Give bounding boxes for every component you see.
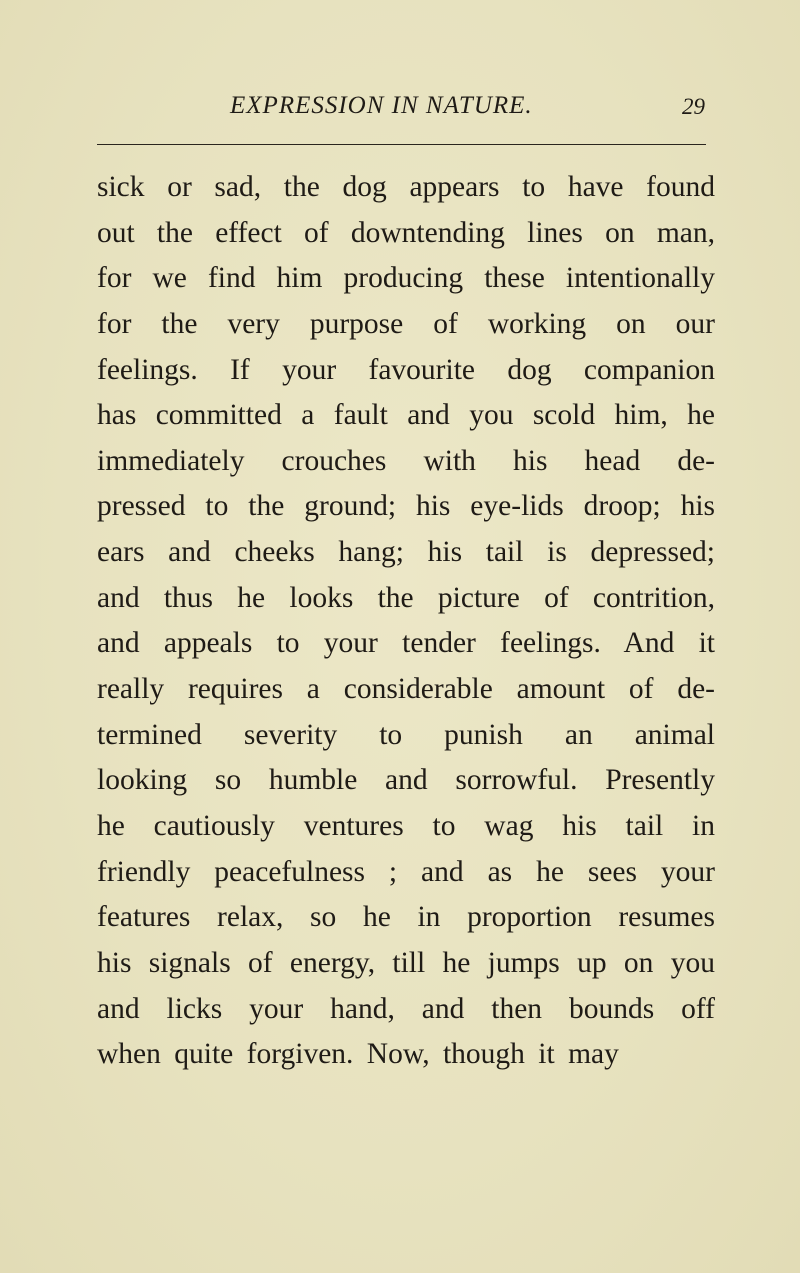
running-head	[0, 92, 800, 128]
running-title: EXPRESSION IN NATURE.	[230, 92, 533, 119]
text-line: sick or sad, the dog appears to have found	[97, 171, 715, 203]
text-line: ears and cheeks hang; his tail is depressed;	[97, 536, 715, 569]
text-line: pressed to the ground; his eye-lids droop; his	[97, 490, 715, 523]
text-line: immediately crouches with his head de-	[97, 444, 715, 477]
text-line: friendly peacefulness ; and as he sees your	[97, 855, 715, 888]
text-line: when quite forgiven. Now, though it may	[97, 1038, 619, 1071]
text-line: looking so humble and sorrowful. Presently	[97, 764, 715, 797]
text-line: feelings. If your favourite dog companion	[97, 353, 715, 386]
text-line: really requires a considerable amount of de-	[97, 673, 715, 706]
body-text	[97, 165, 715, 1078]
text-line: termined severity to punish an animal	[97, 718, 715, 751]
text-line: features relax, so he in proportion resumes	[97, 901, 715, 934]
header-rule	[97, 144, 706, 145]
text-line: his signals of energy, till he jumps up on you	[97, 946, 715, 979]
text-line: has committed a fault and you scold him, he	[97, 399, 715, 432]
text-line: and thus he looks the picture of contrition,	[97, 581, 715, 614]
text-line: and appeals to your tender feelings. And it	[97, 627, 715, 660]
text-line: for the very purpose of working on our	[97, 307, 715, 340]
text-line: out the effect of downtending lines on man,	[97, 216, 715, 249]
text-line: he cautiously ventures to wag his tail in	[97, 809, 715, 842]
text-line: for we find him producing these intentionally	[97, 262, 715, 295]
page-number: 29	[682, 94, 705, 119]
text-line: and licks your hand, and then bounds off	[97, 992, 715, 1025]
